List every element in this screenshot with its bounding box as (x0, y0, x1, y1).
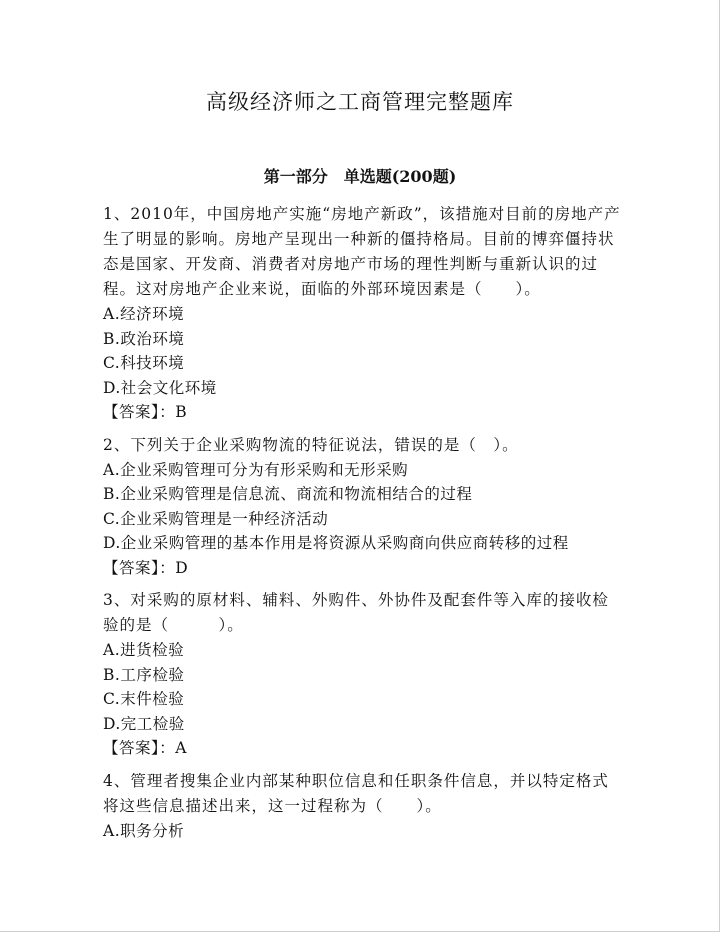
option-d: D.企业采购管理的基本作用是将资源从采购商向供应商转移的过程 (103, 534, 569, 552)
question-stem: 4、管理者搜集企业内部某种职位信息和任职条件信息，并以特定格式将这些信息描述出来，这一过程称为（ ）。 (103, 771, 609, 815)
document-title: 高级经济师之工商管理完整题库 (206, 90, 514, 114)
option-d: D.完工检验 (103, 714, 185, 733)
option-b: B.工序检验 (103, 665, 185, 684)
question-stem: 2、下列关于企业采购物流的特征说法，错误的是（ ）。 (103, 435, 519, 454)
answer-label: 【答案】：A (103, 739, 187, 757)
option-a: A.经济环境 (103, 305, 185, 323)
question-list (103, 202, 623, 848)
option-b: B.政治环境 (103, 329, 185, 348)
option-a: A.企业采购管理可分为有形采购和无形采购 (103, 460, 409, 479)
question-3 (103, 588, 623, 761)
option-a: A.进货检验 (103, 641, 185, 659)
option-d: D.社会文化环境 (103, 378, 217, 397)
option-b: B.企业采购管理是信息流、商流和物流相结合的过程 (103, 485, 473, 503)
option-a: A.职务分析 (103, 821, 185, 840)
answer-label: 【答案】：D (103, 558, 189, 577)
section-title: 第一部分 单选题(200题) (263, 167, 457, 186)
question-stem: 3、对采购的原材料、辅料、外购件、外协件及配套件等入库的接收检验的是（ ）。 (103, 591, 609, 634)
answer-label: 【答案】：B (103, 403, 188, 421)
question-1 (103, 202, 623, 425)
option-c: C.企业采购管理是一种经济活动 (103, 509, 329, 528)
question-stem: 1、2010年，中国房地产实施“房地产新政”，该措施对目前的房地产产生了明显的影响。房地产呈现出一种新的僵持格局。目前的博弈僵持状态是国家、开发商、消费者对房地产市场的理性判断与重新认识的过程。这对房地产企业来说，面临的外部环境因素是（ ）。 (103, 205, 621, 298)
option-c: C.末件检验 (103, 690, 185, 708)
question-2 (103, 433, 623, 581)
question-4 (103, 769, 623, 844)
option-c: C.科技环境 (103, 354, 185, 372)
